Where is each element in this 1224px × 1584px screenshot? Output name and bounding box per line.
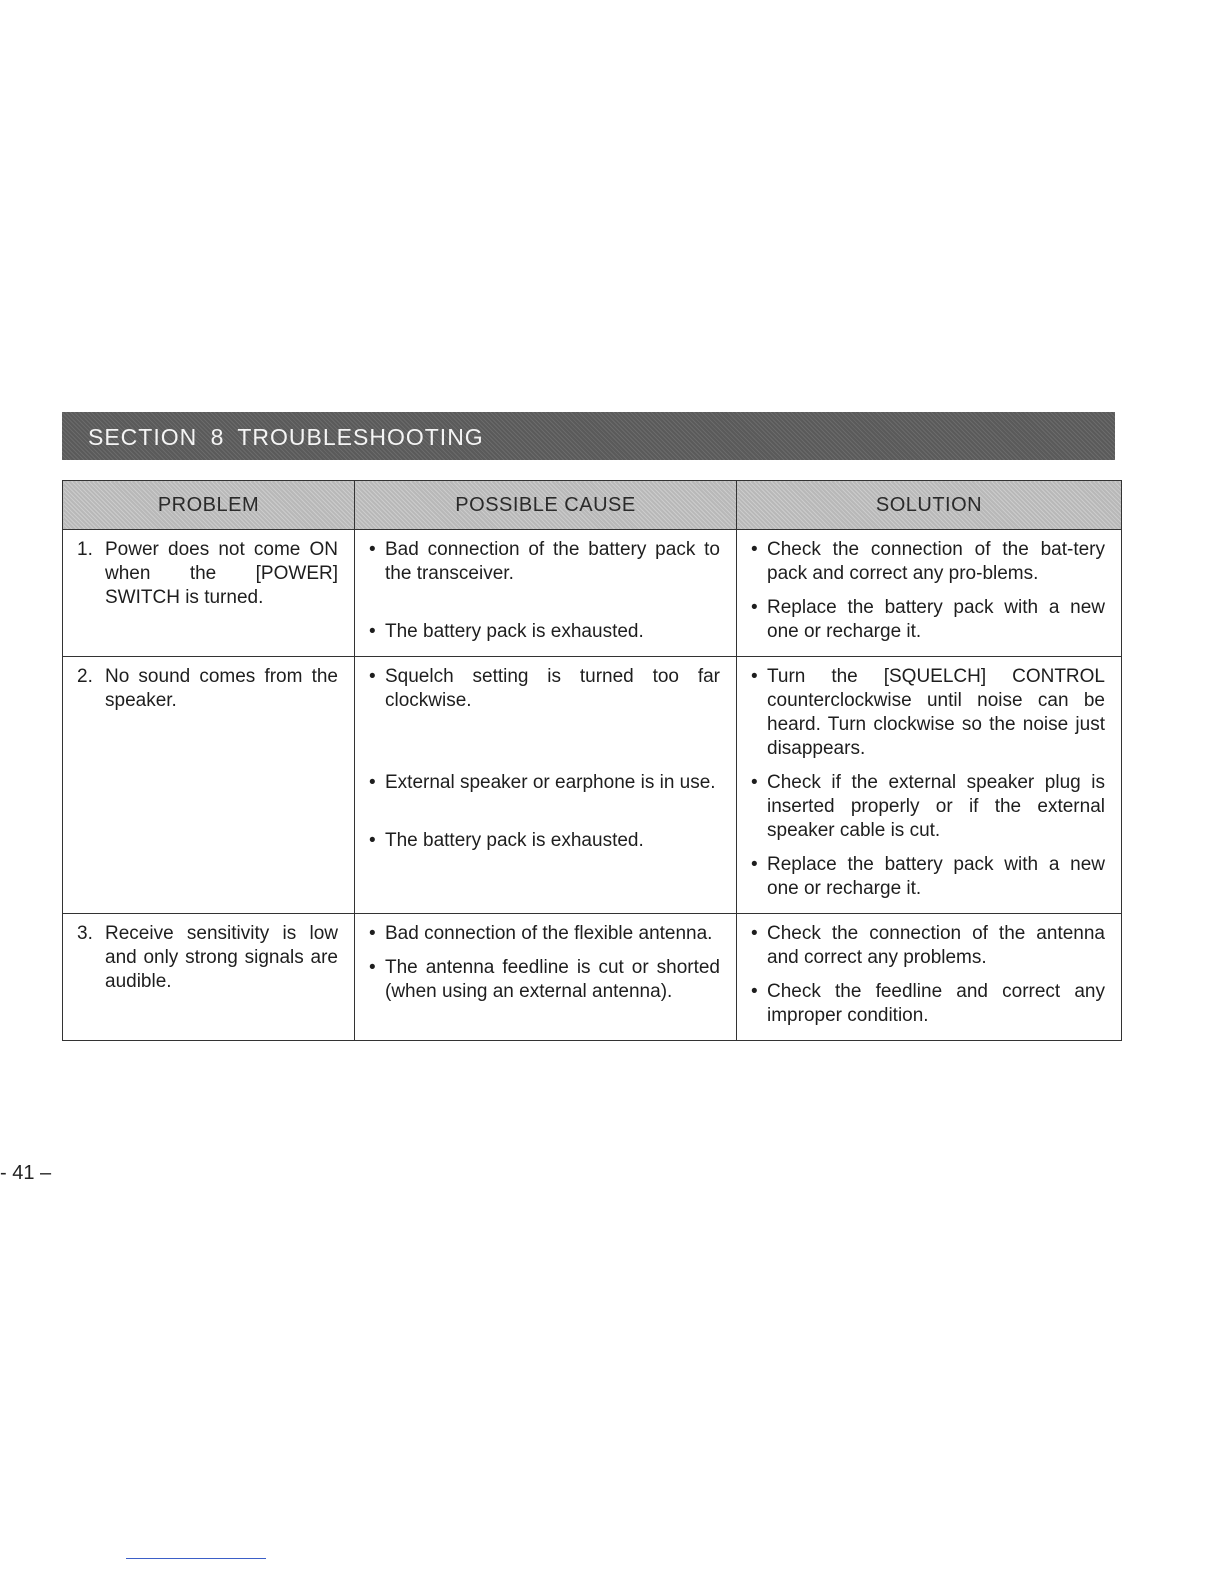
cause-item: [369, 829, 720, 853]
footer-rule: [126, 1558, 266, 1559]
problem-description: Receive sensitivity is low and only strong signals are audible.: [105, 923, 338, 992]
solution-text: Check if the external speaker plug is inserted properly or if the external speaker cable is cut.: [767, 772, 1105, 841]
header-solution: SOLUTION: [737, 481, 1122, 530]
problem-cell: [63, 914, 355, 1041]
cause-text: The antenna feedline is cut or shorted (when using an external antenna).: [385, 957, 720, 1002]
cause-text: Bad connection of the battery pack to the transceiver.: [385, 539, 720, 584]
cause-text: The battery pack is exhausted.: [385, 830, 644, 851]
solution-item: [751, 538, 1105, 586]
bullet-icon: •: [369, 923, 376, 944]
problem-item: [77, 665, 338, 713]
problem-item: [77, 538, 338, 610]
bullet-icon: •: [369, 957, 376, 978]
cause-item: [369, 538, 720, 586]
problem-item: [77, 922, 338, 994]
bullet-icon: •: [751, 666, 758, 687]
cause-cell: [355, 657, 737, 914]
cause-text: External speaker or earphone is in use.: [385, 772, 716, 793]
solution-text: Replace the battery pack with a new one or recharge it.: [767, 597, 1105, 642]
header-problem: PROBLEM: [63, 481, 355, 530]
cause-item: [369, 620, 720, 644]
cause-cell: [355, 914, 737, 1041]
cause-item: [369, 665, 720, 713]
solution-item: [751, 771, 1105, 843]
solution-text: Turn the [SQUELCH] CONTROL counterclockwise until noise can be heard. Turn clockwise so the noise just disappears.: [767, 666, 1105, 759]
cause-item: [369, 922, 720, 946]
cause-item: [369, 771, 720, 795]
cause-text: Bad connection of the flexible antenna.: [385, 923, 713, 944]
problem-description: No sound comes from the speaker.: [105, 666, 338, 711]
solution-item: [751, 980, 1105, 1028]
header-possible-cause: POSSIBLE CAUSE: [355, 481, 737, 530]
bullet-icon: •: [369, 666, 376, 687]
page-number: - 41 –: [0, 1162, 52, 1184]
troubleshooting-table: [62, 480, 1122, 1041]
cause-text: The battery pack is exhausted.: [385, 621, 644, 642]
table-header-row: [63, 481, 1122, 530]
problem-number: 3.: [77, 923, 93, 944]
bullet-icon: •: [751, 772, 758, 793]
table-row: [63, 914, 1122, 1041]
solution-cell: [737, 657, 1122, 914]
solution-cell: [737, 530, 1122, 657]
bullet-icon: •: [751, 854, 758, 875]
section-title: SECTION 8 TROUBLESHOOTING: [88, 424, 484, 450]
bullet-icon: •: [751, 923, 758, 944]
bullet-icon: •: [751, 597, 758, 618]
problem-cell: [63, 657, 355, 914]
bullet-icon: •: [751, 539, 758, 560]
bullet-icon: •: [369, 621, 376, 642]
solution-text: Replace the battery pack with a new one or recharge it.: [767, 854, 1105, 899]
problem-number: 2.: [77, 666, 93, 687]
bullet-icon: •: [369, 772, 376, 793]
solution-text: Check the connection of the bat-tery pack and correct any pro-blems.: [767, 539, 1105, 584]
solution-cell: [737, 914, 1122, 1041]
problem-description: Power does not come ON when the [POWER] SWITCH is turned.: [105, 539, 338, 608]
problem-cell: [63, 530, 355, 657]
cause-text: Squelch setting is turned too far clockwise.: [385, 666, 720, 711]
bullet-icon: •: [369, 539, 376, 560]
cause-cell: [355, 530, 737, 657]
solution-text: Check the feedline and correct any improper condition.: [767, 981, 1105, 1026]
solution-item: [751, 665, 1105, 761]
bullet-icon: •: [369, 830, 376, 851]
solution-item: [751, 596, 1105, 644]
cause-item: [369, 956, 720, 1004]
bullet-icon: •: [751, 981, 758, 1002]
problem-number: 1.: [77, 539, 93, 560]
solution-text: Check the connection of the antenna and correct any problems.: [767, 923, 1105, 968]
solution-item: [751, 922, 1105, 970]
section-header-bar: [62, 412, 1115, 460]
table-row: [63, 530, 1122, 657]
solution-item: [751, 853, 1105, 901]
table-row: [63, 657, 1122, 914]
